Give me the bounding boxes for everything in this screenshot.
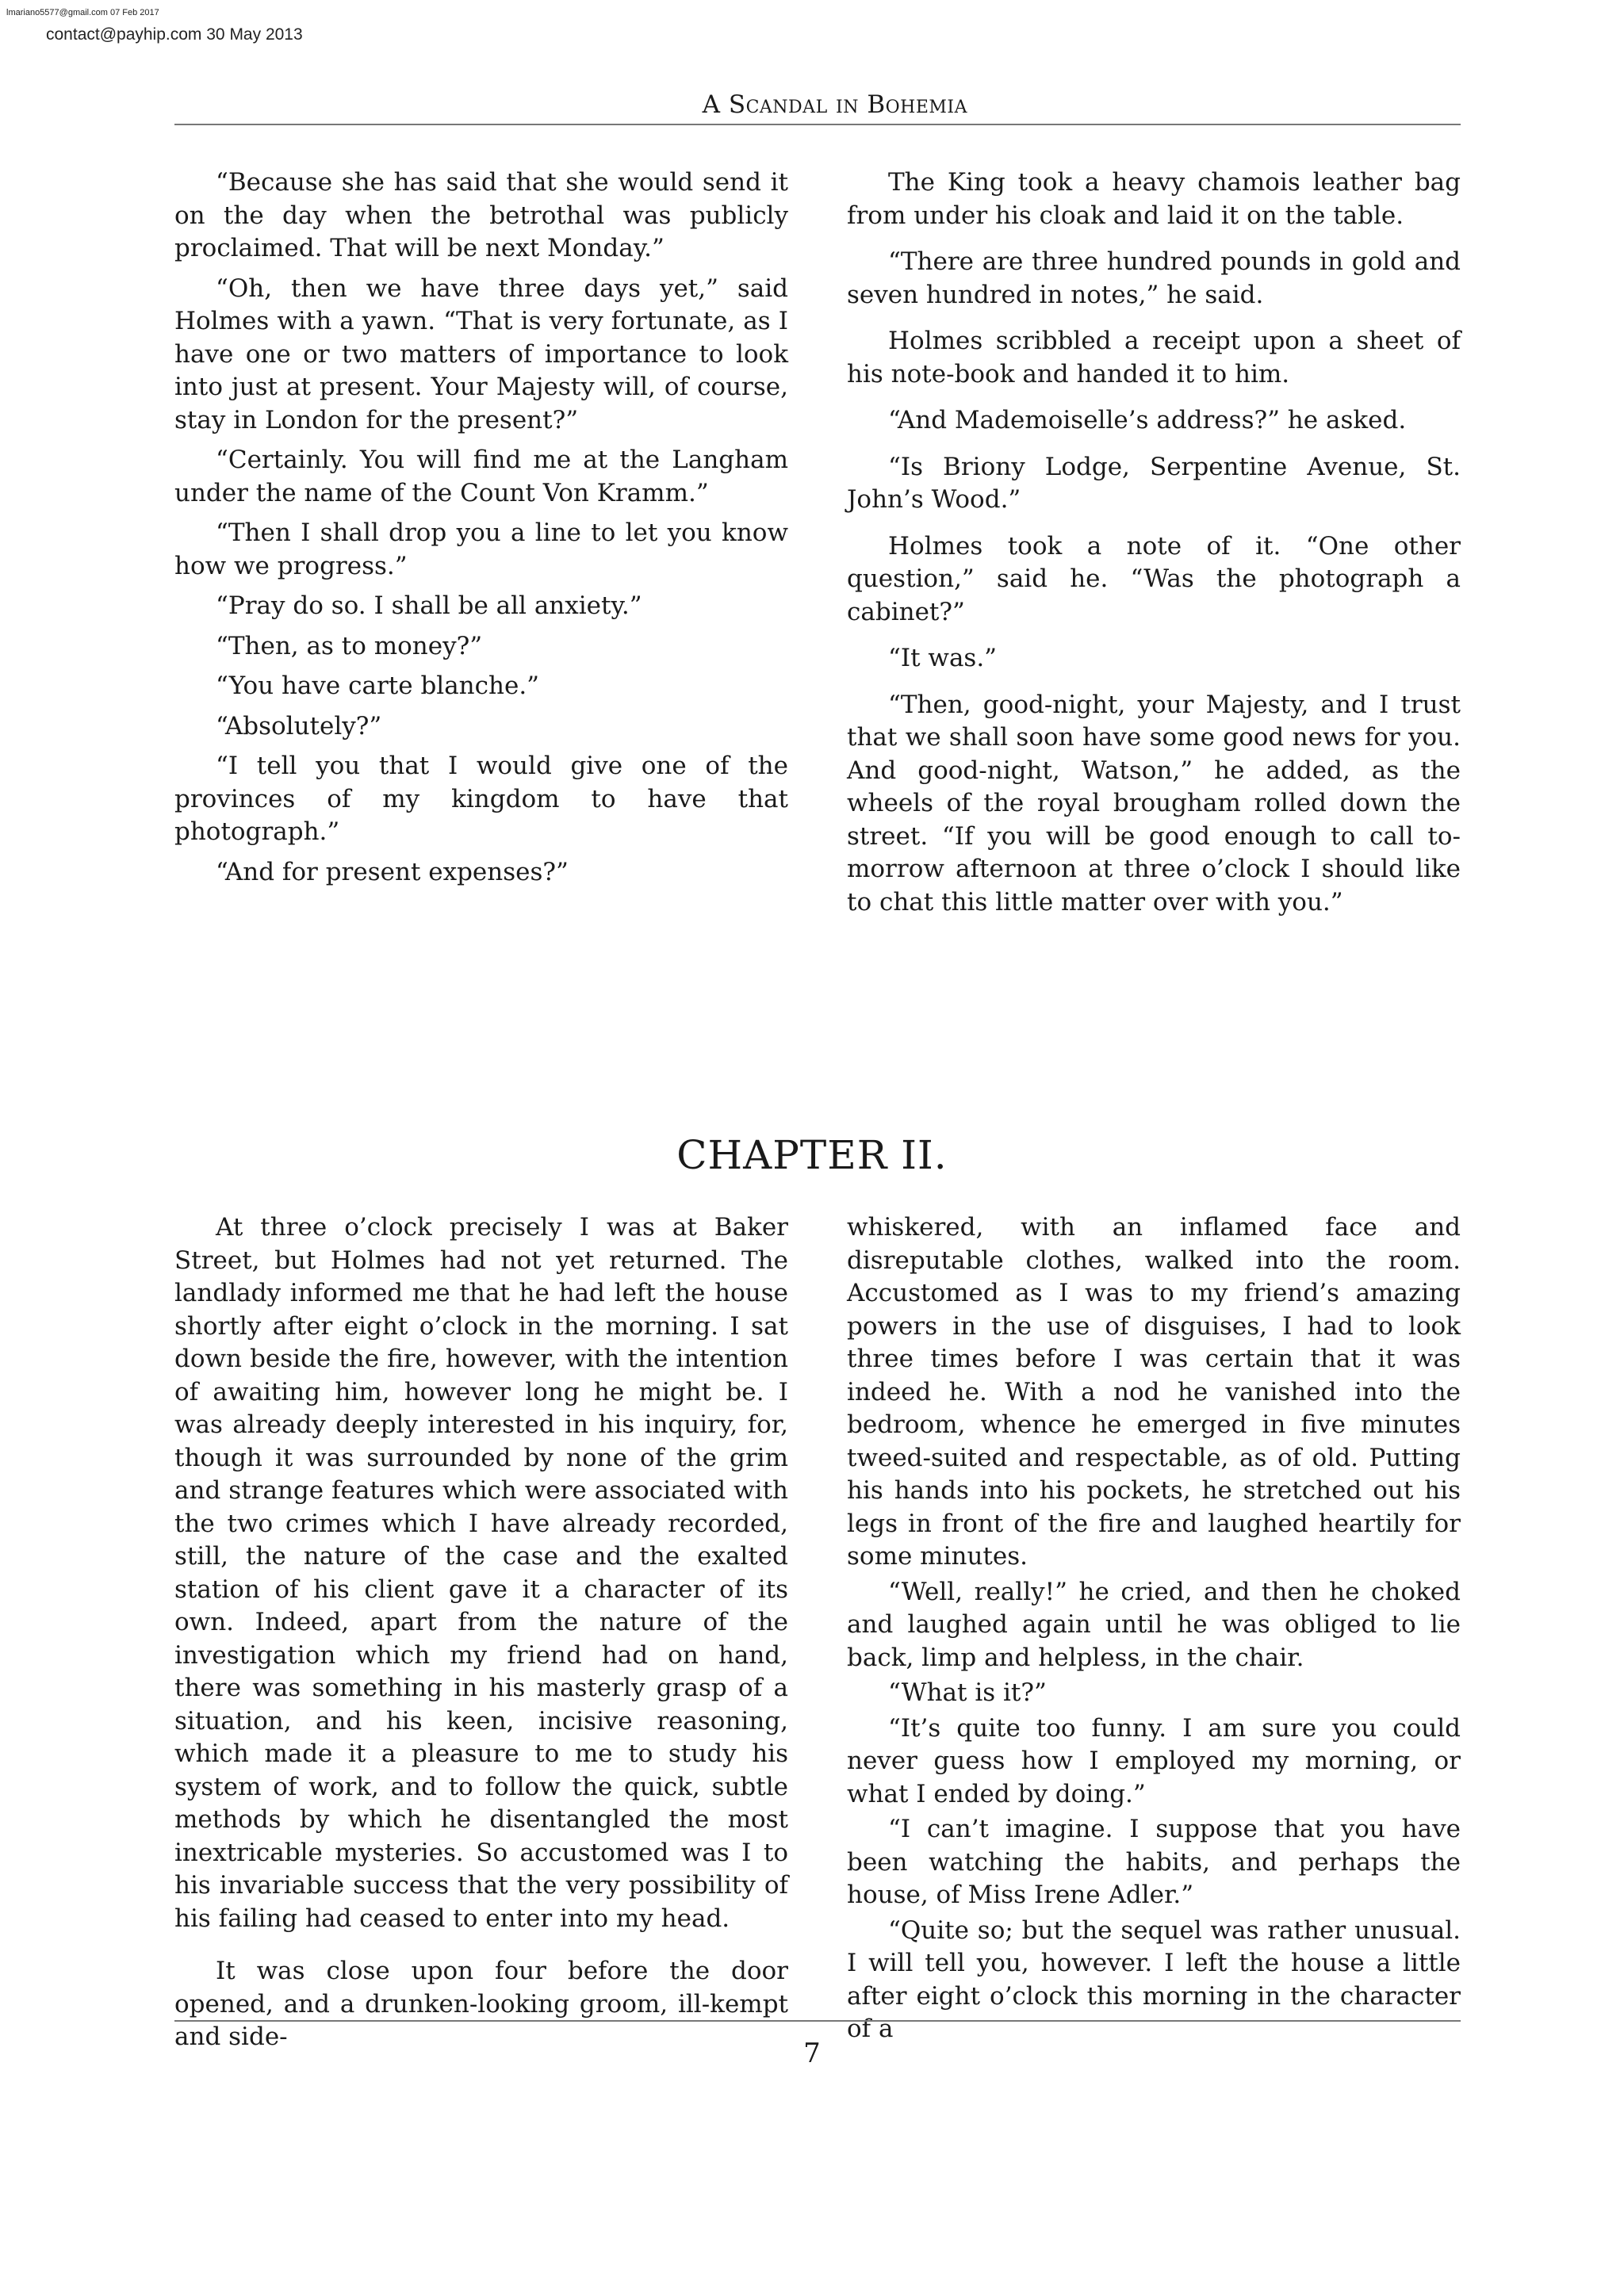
footer-rule	[174, 2020, 1461, 2022]
paragraph: “What is it?”	[888, 1678, 1047, 1707]
running-head: A Scandal in Bohemia	[702, 90, 967, 119]
top-right-column	[847, 166, 1461, 919]
paragraph: “Then, good-night, your Majesty, and I trust that we shall soon have some good news for you. And good-night, Watson,” he added, as the wheels of the royal brougham rolled down the street. “If you will be good enough to call to-morrow afternoon at three o’clock I should like to chat this little matter over with you.”	[847, 690, 1461, 916]
paragraph: “Absolutely?”	[216, 711, 382, 740]
paragraph: “Is Briony Lodge, Serpentine Avenue, St. John’s Wood.”	[847, 452, 1461, 514]
paragraph: “There are three hundred pounds in gold and seven hundred in notes,” he said.	[847, 247, 1461, 309]
paragraph: “I tell you that I would give one of the provinces of my kingdom to have that photograph.”	[174, 752, 788, 846]
paragraph: “Then, as to money?”	[216, 631, 483, 660]
paragraph: The King took a heavy chamois leather bag from under his cloak and laid it on the table.	[847, 168, 1461, 230]
page-number: 7	[803, 2038, 821, 2069]
paragraph: Holmes scribbled a receipt upon a sheet of his note-book and handed it to him.	[847, 327, 1461, 388]
paragraph: It was close upon four before the door opened, and a drunken-looking groom, ill-kempt and side-	[174, 1957, 788, 2051]
paragraph: “And Mademoiselle’s address?” he asked.	[888, 406, 1407, 434]
watermark-contact-stamp: contact@payhip.com 30 May 2013	[46, 25, 303, 44]
watermark-email-stamp: lmariano5577@gmail.com 07 Feb 2017	[6, 8, 159, 17]
paragraph: “Oh, then we have three days yet,” said Holmes with a yawn. “That is very fortunate, as I have one or two matters of importance to look into just at present. Your Majesty will, of course, stay in London for the present?”	[174, 274, 788, 434]
paragraph: “Quite so; but the sequel was rather unusual. I will tell you, however. I left the house a little after eight o’clock this morning in the character of a	[847, 1915, 1461, 2043]
bottom-left-column	[174, 1211, 788, 2054]
paragraph: At three o’clock precisely I was at Baker Street, but Holmes had not yet returned. The landlady informed me that he had left the house shortly after eight o’clock in the morning. I sat down beside the fire, however, with the intention of awaiting him, however long he might be. I was already deeply interested in his inquiry, for, though it was surrounded by none of the grim and strange features which were associated with the two crimes which I have already recorded, still, the nature of the case and the exalted station of his client gave it a character of its own. Indeed, apart from the nature of the investigation which my friend had on hand, there was something in his masterly grasp of a situation, and his keen, incisive reasoning, which made it a pleasure to me to study his system of work, and to follow the quick, subtle methods by which he disentangled the most inextricable mysteries. So accustomed was I to his invariable success that the very possibility of his failing had ceased to enter into my head.	[174, 1213, 788, 1933]
paragraph: Holmes took a note of it. “One other question,” said he. “Was the photograph a cabinet?”	[847, 531, 1461, 626]
paragraph: “Then I shall drop you a line to let you know how we progress.”	[174, 519, 788, 580]
chapter-heading: CHAPTER II.	[676, 1132, 948, 1178]
paragraph: “It’s quite too funny. I am sure you could never guess how I employed my morning, or what I ended by doing.”	[847, 1713, 1461, 1808]
paragraph: “Certainly. You will find me at the Langham under the name of the Count Von Kramm.”	[174, 446, 788, 507]
paragraph: “I can’t imagine. I suppose that you have been watching the habits, and perhaps the house, of Miss Irene Adler.”	[847, 1815, 1461, 1909]
paragraph: “It was.”	[888, 644, 998, 672]
paragraph: whiskered, with an inflamed face and disreputable clothes, walked into the room. Accustomed as I was to my friend’s amazing powers in the use of disguises, I had to look three times before I was certain that it was indeed he. With a nod he vanished into the bedroom, whence he emerged in five minutes tweed-suited and respectable, as of old. Putting his hands into his pockets, he stretched out his legs in front of the fire and laughed heartily for some minutes.	[847, 1213, 1461, 1571]
paragraph: “Pray do so. I shall be all anxiety.”	[216, 591, 642, 620]
paragraph: “Because she has said that she would send it on the day when the betrothal was publicly proclaimed. That will be next Monday.”	[174, 168, 788, 262]
header-rule	[174, 124, 1461, 125]
paragraph: “Well, really!” he cried, and then he choked and laughed again until he was obliged to lie back, limp and helpless, in the chair.	[847, 1577, 1461, 1672]
paragraph: “You have carte blanche.”	[216, 672, 540, 700]
bottom-right-column	[847, 1211, 1461, 2046]
paragraph: “And for present expenses?”	[216, 857, 569, 886]
top-left-column	[174, 166, 788, 889]
